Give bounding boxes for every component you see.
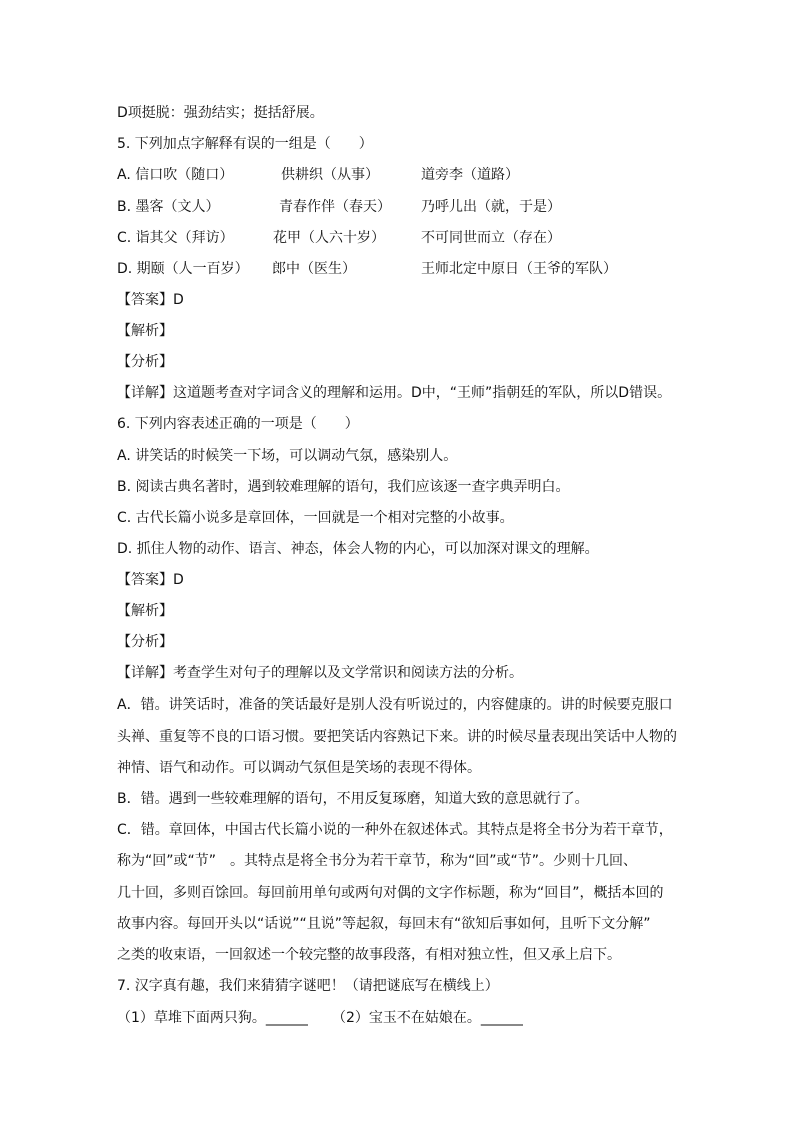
paragraph-line: 故事内容。每回开头以“话说”“且说”等起叙，每回末有“欲知后事如何，且听下文分解” [117,916,651,932]
answer-label: 【答案】D [117,572,184,588]
paragraph-line: C．错。章回体，中国古代长篇小说的一种外在叙述体式。其特点是将全书分为若干章节， [117,822,673,838]
detail-text: 【详解】考查学生对句子的理解以及文学常识和阅读方法的分析。 [117,665,523,681]
option-d-part-3: 王师北定中原日（王爷的军队） [421,261,617,277]
paragraph-line: 几十回，多则百馀回。每回前用单句或两句对偶的文字作标题，称为“回目”，概括本回的 [117,885,664,901]
option-b-part-1: B. 墨客（文人） [117,199,220,215]
question-6-option-b: B. 阅读古典名著时，遇到较难理解的语句，我们应该逐一查字典弄明白。 [117,479,570,495]
paragraph-line: 神情、语气和动作。可以调动气氛但是笑场的表现不得体。 [117,760,481,776]
option-a-part-1: A. 信口吹（随口） [117,167,234,183]
paragraph-line: 称为“回”或“节” 。其特点是将全书分为若干章节，称为“回”或“节”。少则十几回、 [117,853,638,869]
analysis-label: 【解析】 [117,323,173,339]
option-d-part-1: D. 期颐（人一百岁） [117,261,249,277]
paragraph-line: A．错。讲笑话时，准备的笑话最好是别人没有听说过的，内容健康的。讲的时候要克服口 [117,697,673,713]
riddle-item-1: （1）草堆下面两只狗。______ [117,1010,308,1026]
paragraph-line: B．错。遇到一些较难理解的语句，不用反复琢磨，知道大致的意思就行了。 [117,791,589,807]
question-6-option-d: D. 抓住人物的动作、语言、神态，体会人物的内心，可以加深对课文的理解。 [117,541,599,557]
text-line: D项挺脱：强劲结实；挺括舒展。 [117,105,324,121]
option-b-part-3: 乃呼儿出（就，于是） [421,199,561,215]
option-b-part-2: 青春作伴（春天） [279,199,391,215]
analysis-sub-label: 【分析】 [117,634,173,650]
question-6-option-a: A. 讲笑话的时候笑一下场，可以调动气氛，感染别人。 [117,448,458,464]
option-d-part-2: 郎中（医生） [272,261,356,277]
option-c-part-1: C. 诣其父（拜访） [117,230,234,246]
paragraph-line: 之类的收束语，一回叙述一个较完整的故事段落，有相对独立性，但又承上启下。 [117,947,621,963]
question-6-option-c: C. 古代长篇小说多是章回体，一回就是一个相对完整的小故事。 [117,510,514,526]
answer-label: 【答案】D [117,292,184,308]
option-c-part-3: 不可同世而立（存在） [421,230,561,246]
option-c-part-2: 花甲（人六十岁） [273,230,385,246]
detail-text: 【详解】这道题考查对字词含义的理解和运用。D中，“王师”指朝廷的军队，所以D错误。 [117,385,672,401]
question-5: 5. 下列加点字解释有误的一组是（ ） [117,136,373,152]
question-6: 6. 下列内容表述正确的一项是（ ） [117,416,359,432]
option-a-part-2: 供耕织（从事） [281,167,379,183]
analysis-label: 【解析】 [117,603,173,619]
riddle-item-2: （2）宝玉不在姑娘在。______ [332,1010,523,1026]
analysis-sub-label: 【分析】 [117,354,173,370]
option-a-part-3: 道旁李（道路） [421,167,519,183]
paragraph-line: 头禅、重复等不良的口语习惯。要把笑话内容熟记下来。讲的时候尽量表现出笑话中人物的 [117,729,677,745]
question-7: 7. 汉字真有趣，我们来猜猜字谜吧！（请把谜底写在横线上） [117,978,499,994]
